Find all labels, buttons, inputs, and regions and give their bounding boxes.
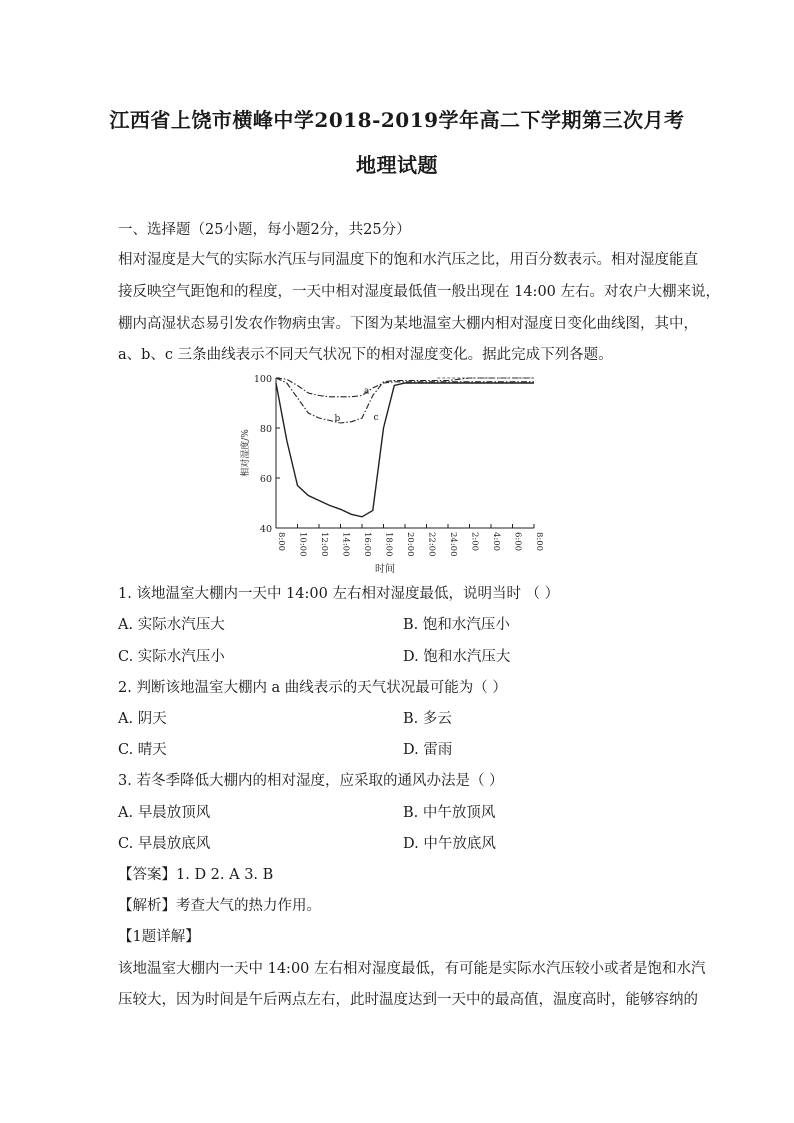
series-b-line: [276, 378, 534, 423]
section-header: 一、选择题（25小题，每小题2分，共25分）: [118, 222, 411, 238]
humidity-chart: [236, 366, 546, 578]
x-axis-title: 时间: [375, 564, 395, 575]
question-1-option-a: A. 实际水汽压大: [118, 617, 225, 633]
question-1-option-b: B. 饱和水汽压小: [403, 617, 510, 633]
y-tick-label: 80: [259, 424, 272, 435]
y-axis-title: 相对湿度/%: [241, 429, 251, 477]
question-1-option-c: C. 实际水汽压小: [118, 649, 225, 665]
y-tick-label: 60: [259, 474, 272, 485]
x-tick-label: 14:00: [340, 532, 351, 557]
series-c-label: c: [373, 413, 379, 423]
intro-line-2: 接反映空气距饱和的程度，一天中相对湿度最低值一般出现在 14:00 左右。对农户大棚来说，: [118, 284, 721, 300]
document-title-line-2: 地理试题: [356, 153, 438, 177]
series-a-label: a: [364, 386, 370, 397]
question-2-stem: 2. 判断该地温室大棚内 a 曲线表示的天气状况最可能为（ ）: [118, 680, 507, 696]
x-tick-label: 12:00: [319, 532, 329, 557]
y-tick-label: 40: [259, 524, 272, 535]
x-tick-label: 20:00: [405, 532, 415, 557]
question-3-option-a: A. 早晨放顶风: [118, 805, 211, 821]
x-tick-label: 6:00: [512, 532, 523, 552]
question-2-option-a: A. 阴天: [118, 711, 167, 727]
x-tick-label: 10:00: [297, 532, 308, 557]
y-tick-label: 100: [253, 374, 272, 385]
question-1-stem: 1. 该地温室大棚内一天中 14:00 左右相对湿度最低，说明当时 （ ）: [118, 586, 560, 602]
question-2-option-b: B. 多云: [403, 711, 452, 727]
x-tick-label: 22:00: [426, 532, 437, 557]
detail-header: 【1题详解】: [118, 929, 200, 945]
question-3-option-b: B. 中午放顶风: [403, 805, 496, 821]
detail-line-1: 该地温室大棚内一天中 14:00 左右相对湿度最低，有可能是实际水汽压较小或者是饱和水汽: [118, 961, 706, 977]
question-3-option-c: C. 早晨放底风: [118, 836, 211, 852]
question-3-option-d: D. 中午放底风: [403, 836, 496, 852]
intro-line-3: 棚内高湿状态易引发农作物病虫害。下图为某地温室大棚内相对湿度日变化曲线图，其中，: [118, 316, 698, 332]
x-tick-label: 16:00: [362, 532, 372, 557]
x-tick-label: 2:00: [469, 532, 480, 552]
answer-key: 【答案】1. D 2. A 3. B: [118, 867, 274, 883]
question-2-option-d: D. 雷雨: [403, 742, 453, 758]
question-3-stem: 3. 若冬季降低大棚内的相对湿度，应采取的通风办法是（ ）: [118, 773, 504, 789]
x-tick-label: 18:00: [383, 532, 394, 557]
humidity-chart-svg: [236, 366, 546, 578]
intro-line-4: a、b、c 三条曲线表示不同天气状况下的相对湿度变化。据此完成下列各题。: [118, 347, 613, 363]
series-a-line: [276, 378, 534, 397]
detail-line-2: 压较大，因为时间是午后两点左右，此时温度达到一天中的最高值，温度高时，能够容纳的: [118, 992, 698, 1008]
analysis-note: 【解析】考查大气的热力作用。: [118, 898, 321, 914]
intro-line-1: 相对湿度是大气的实际水汽压与同温度下的饱和水汽压之比，用百分数表示。相对湿度能直: [118, 252, 698, 268]
question-1-option-d: D. 饱和水汽压大: [403, 649, 511, 665]
x-tick-label: 24:00: [448, 532, 458, 557]
series-b-label: b: [334, 414, 341, 424]
x-tick-label: 8:00: [276, 532, 286, 552]
question-2-option-c: C. 晴天: [118, 742, 167, 758]
x-tick-label: 8:00: [534, 532, 544, 552]
series-c-line: [276, 383, 534, 517]
document-title-line-1: 江西省上饶市横峰中学2018-2019学年高二下学期第三次月考: [109, 108, 685, 132]
x-tick-label: 4:00: [491, 532, 501, 552]
